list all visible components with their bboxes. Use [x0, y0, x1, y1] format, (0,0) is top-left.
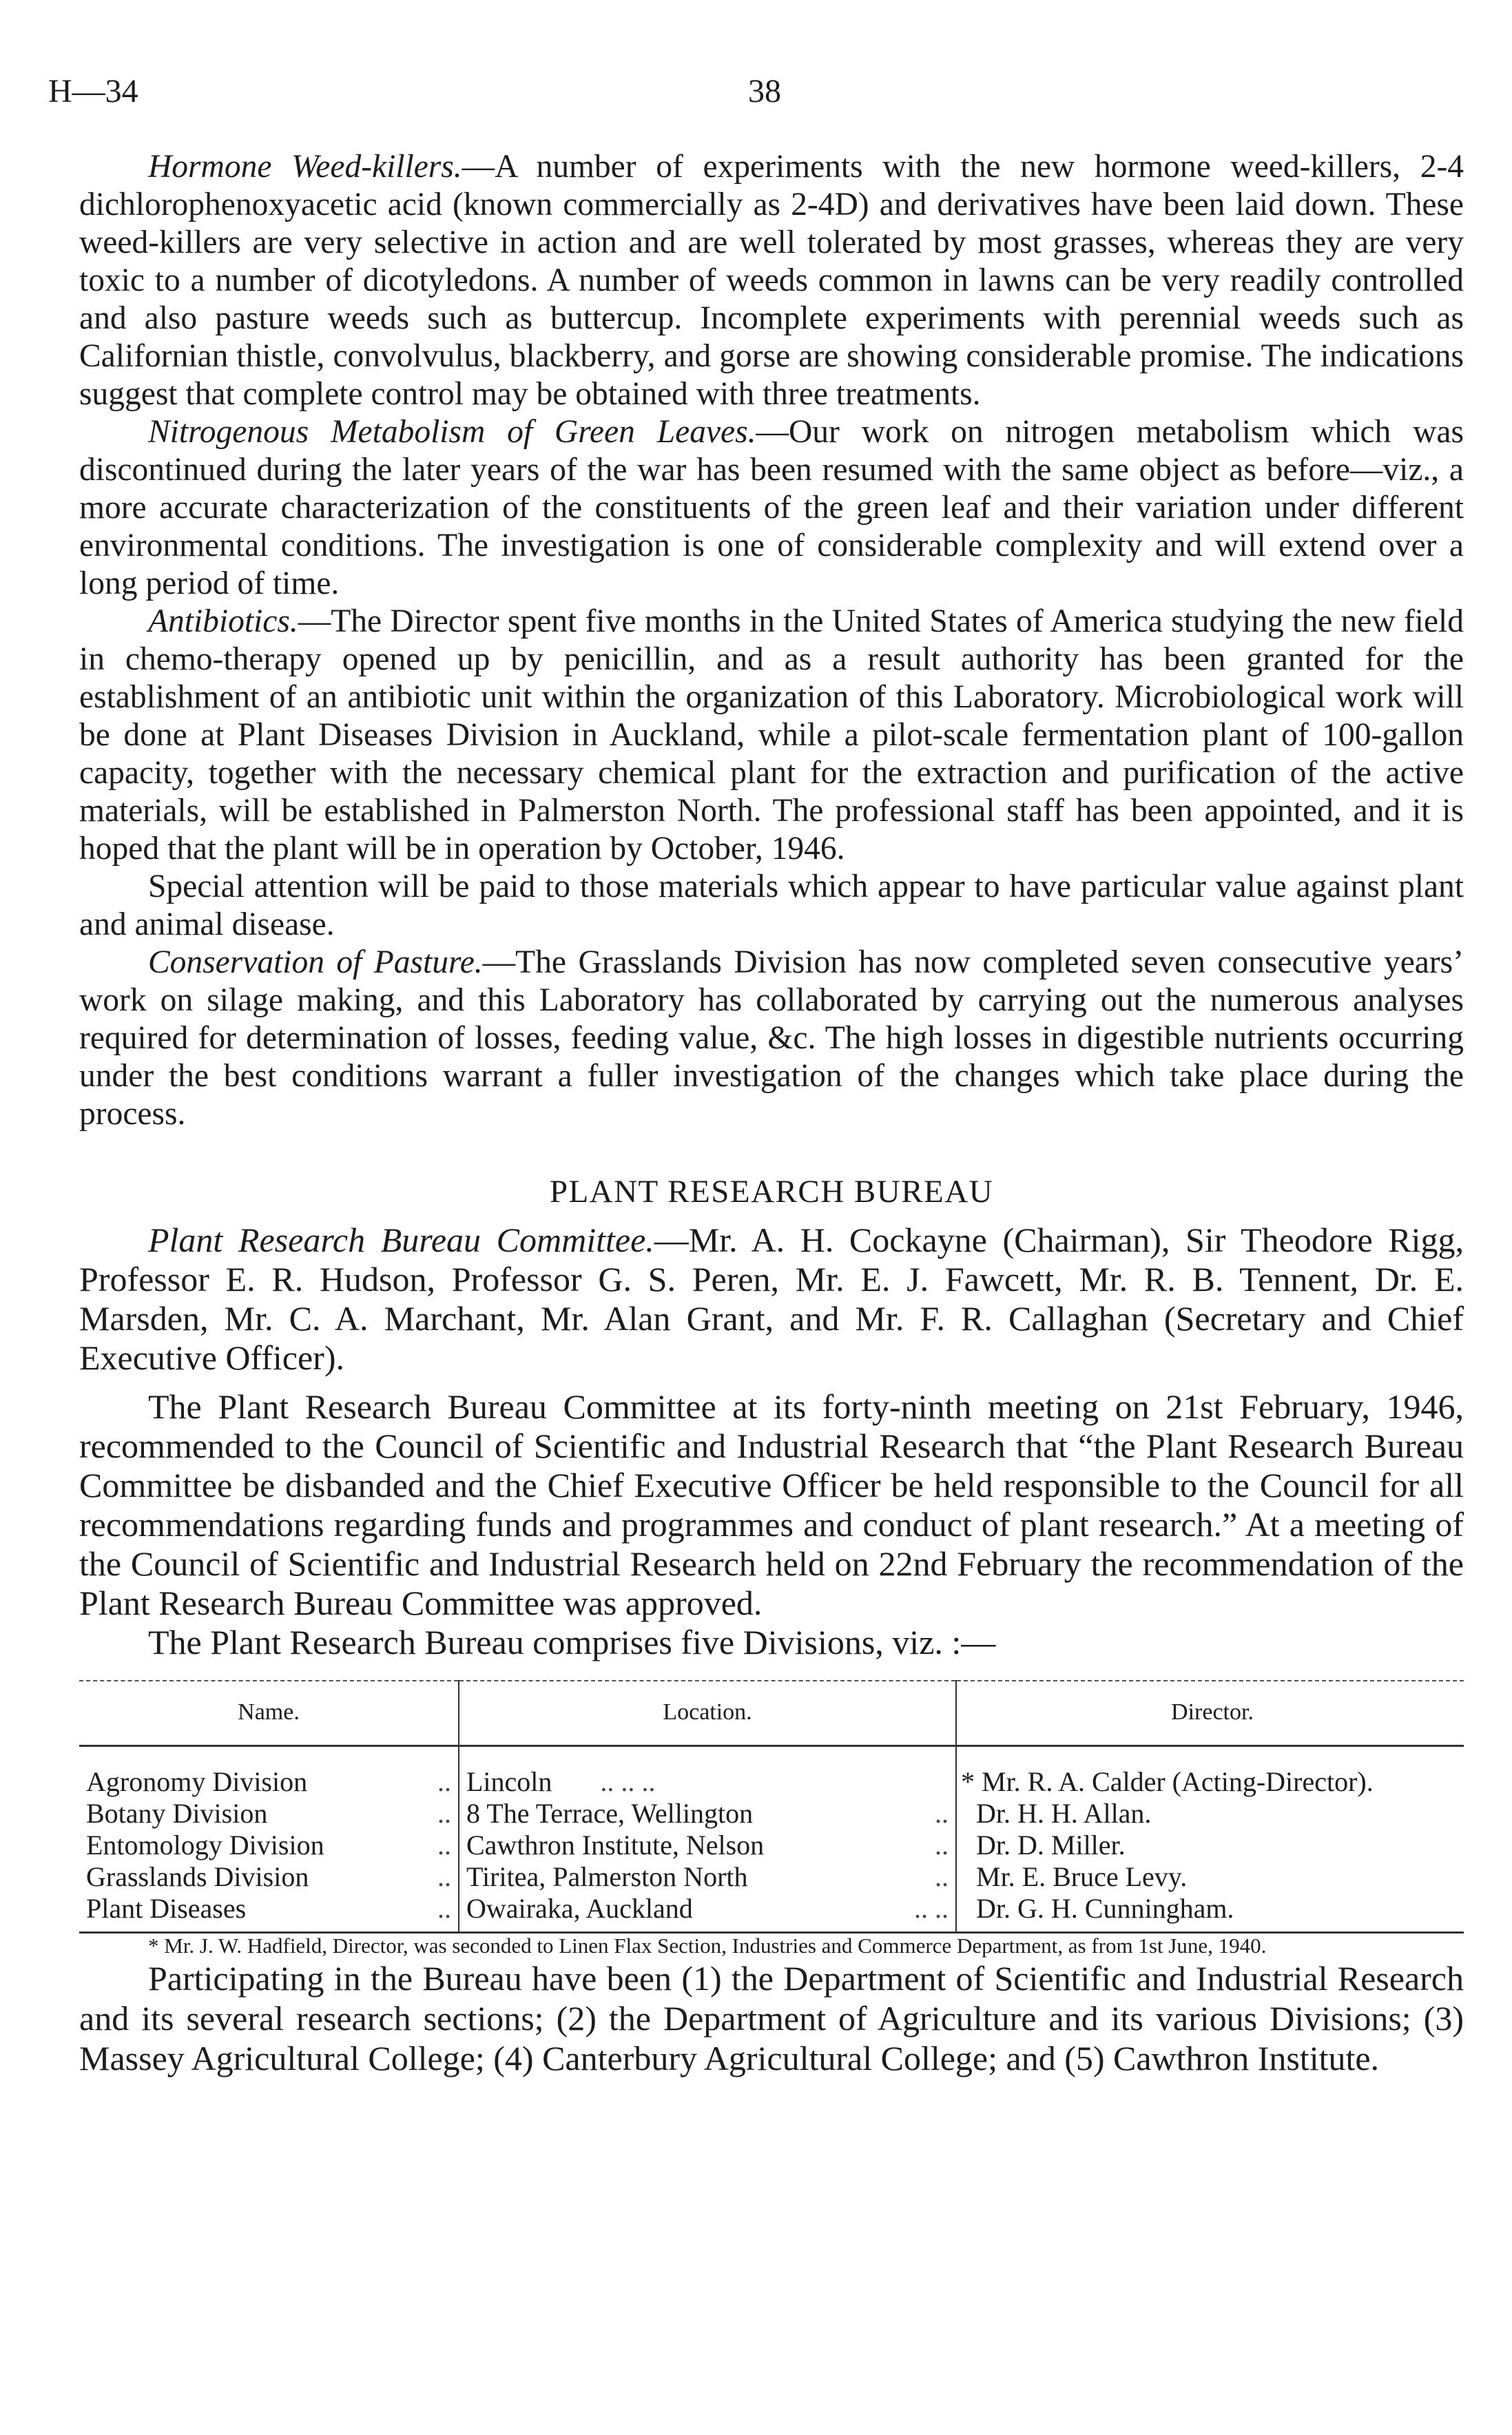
table-row — [79, 1893, 1464, 1933]
division-name: Plant Diseases — [86, 1893, 247, 1924]
column-header-director: Director. — [956, 1681, 1464, 1746]
division-location: Cawthron Institute, Nelson — [466, 1830, 765, 1861]
paragraph-hormone-weed-killers — [79, 148, 1464, 413]
division-director: * Mr. R. A. Calder (Acting-Director). — [956, 1746, 1464, 1799]
paragraph-text: —A number of experiments with the new hormone weed-killers, 2-4 dichlorophenoxyacetic acid (known commercially as 2-4D) and derivatives have been laid down. These weed-killers are very selective in action and are well tolerated by most grasses, whereas they are very toxic to a number of dicotyledons. A number of weeds common in lawns can be very readily controlled and also pasture weeds such as buttercup. Incomplete experiments with perennial weeds such as Californian thistle, convolvulus, blackberry, and gorse are showing considerable promise. The indications suggest that complete control may be obtained with three treatments. — [79, 149, 1464, 412]
paragraph-nitrogenous-metabolism — [79, 413, 1464, 603]
division-name-cell — [79, 1861, 459, 1893]
division-director: Dr. H. H. Allan. — [956, 1798, 1464, 1830]
division-location-cell — [459, 1893, 956, 1933]
leader-dots: .. — [935, 1861, 949, 1892]
division-director: Dr. G. H. Cunningham. — [956, 1893, 1464, 1933]
division-director: Dr. D. Miller. — [956, 1830, 1464, 1861]
division-location-cell — [459, 1861, 956, 1893]
paragraph-text: —Our work on nitrogen metabolism which was discontinued during the later years of the war has been resumed with the same object as before—viz., a more accurate characterization of the constituents of the green leaf and their variation under different environmental conditions. The investigation is one of considerable complexity and will extend over a long period of time. — [79, 414, 1464, 601]
paragraph-heading: Nitrogenous Metabolism of Green Leaves. — [148, 414, 756, 450]
leader-dots: .. .. — [914, 1893, 949, 1924]
division-location: 8 The Terrace, Wellington — [466, 1798, 754, 1829]
paragraph-heading: Hormone Weed-killers. — [148, 149, 462, 185]
division-location-cell — [459, 1798, 956, 1830]
table-header-row — [79, 1681, 1464, 1746]
division-name-cell — [79, 1798, 459, 1830]
leader-dots: .. — [437, 1798, 451, 1829]
paragraph-antibiotics — [79, 603, 1464, 868]
paragraph-divisions-intro: The Plant Research Bureau comprises five Divisions, viz. :— — [148, 1623, 996, 1661]
leader-dots: .. — [935, 1798, 949, 1829]
division-name: Grasslands Division — [86, 1861, 309, 1892]
paragraph-text: —The Director spent five months in the United States of America studying the new field in chemo-therapy opened up by penicillin, and as a result authority has been granted for the establishment of an antibiotic unit within the organization of this Laboratory. Microbiological work will be done at Plant Diseases Division in Auckland, while a pilot-scale fermentation plant of 100-gallon capacity, together with the necessary chemical plant for the extraction and purification of the active materials, will be established in Palmerston North. The professional staff has been appointed, and it is hoped that the plant will be in operation by October, 1946. — [79, 603, 1464, 867]
paragraph-committee — [79, 1221, 1464, 1378]
column-header-location: Location. — [459, 1681, 956, 1746]
division-location-cell — [459, 1746, 956, 1799]
division-location: Tiritea, Palmerston North — [466, 1861, 748, 1892]
bureau-section — [79, 1221, 1464, 1662]
report-reference: H—34 — [48, 73, 138, 110]
column-header-name: Name. — [79, 1681, 459, 1746]
division-name: Entomology Division — [86, 1830, 324, 1861]
leader-dots: .. — [437, 1861, 451, 1892]
division-name-cell — [79, 1746, 459, 1799]
leader-dots: .. — [935, 1830, 949, 1861]
paragraph-special-attention: Special attention will be paid to those materials which appear to have particular value against plant and animal disease. — [79, 869, 1464, 942]
division-name-cell — [79, 1893, 459, 1933]
leader-dots: .. — [437, 1893, 451, 1924]
division-location: Lincoln — [466, 1766, 552, 1797]
table-row — [79, 1798, 1464, 1830]
divisions-table — [79, 1680, 1464, 1934]
page-header — [48, 72, 1481, 121]
division-location: Owairaka, Auckland — [466, 1893, 693, 1924]
division-name-cell — [79, 1830, 459, 1861]
leader-dots: .. — [437, 1830, 451, 1861]
paragraph-participating: Participating in the Bureau have been (1) the Department of Scientific and Industrial Research and its several research sections; (2) the Department of Agriculture and its various Divisions; (3) Massey Agricultural College; (4) Canterbury Agricultural College; and (5) Cawthron Institute. — [79, 1959, 1464, 2077]
paragraph-heading: Antibiotics. — [148, 603, 298, 639]
table-footnote: * Mr. J. W. Hadfield, Director, was seconded to Linen Flax Section, Industries and Commerce Department, as from 1st June, 1940. — [148, 1934, 1267, 1958]
table-row — [79, 1861, 1464, 1893]
division-director: Mr. E. Bruce Levy. — [956, 1861, 1464, 1893]
paragraph-heading: Conservation of Pasture. — [148, 944, 483, 980]
leader-dots: .. .. .. — [600, 1766, 656, 1797]
paragraph-text: —Mr. A. H. Cockayne (Chairman), Sir Theodore Rigg, Professor E. R. Hudson, Professor G. S. Peren, Mr. E. J. Fawcett, Mr. R. B. Tennent, Dr. E. Marsden, Mr. C. A. Marchant, Mr. Alan Grant, and Mr. F. R. Callaghan (Secretary and Chief Executive Officer). — [79, 1221, 1464, 1377]
leader-dots: .. — [437, 1766, 451, 1797]
paragraph-conservation-of-pasture — [79, 944, 1464, 1133]
division-name: Botany Division — [86, 1798, 268, 1829]
table-row — [79, 1830, 1464, 1861]
page-body — [79, 148, 1464, 2078]
division-location-cell — [459, 1830, 956, 1861]
page-number: 38 — [748, 73, 781, 110]
paragraph-heading: Plant Research Bureau Committee. — [148, 1221, 654, 1259]
division-name: Agronomy Division — [86, 1766, 308, 1797]
paragraph-text: —The Grasslands Division has now completed seven consecutive years’ work on silage making, and this Laboratory has collaborated by carrying out the numerous analyses required for determination of losses, feeding value, &c. The high losses in digestible nutrients occurring under the best conditions warrant a fuller investigation of the changes which take place during the process. — [79, 944, 1464, 1132]
section-title: PLANT RESEARCH BUREAU — [549, 1174, 994, 1210]
paragraph-committee-meeting: The Plant Research Bureau Committee at its forty-ninth meeting on 21st February, 1946, recommended to the Council of Scientific and Industrial Research that “the Plant Research Bureau Committee be disbanded and the Chief Executive Officer be held responsible to the Council for all recommendations regarding funds and programmes and conduct of plant research.” At a meeting of the Council of Scientific and Industrial Research held on 22nd February the recommendation of the Plant Research Bureau Committee was approved. — [79, 1387, 1464, 1622]
table-row — [79, 1746, 1464, 1799]
